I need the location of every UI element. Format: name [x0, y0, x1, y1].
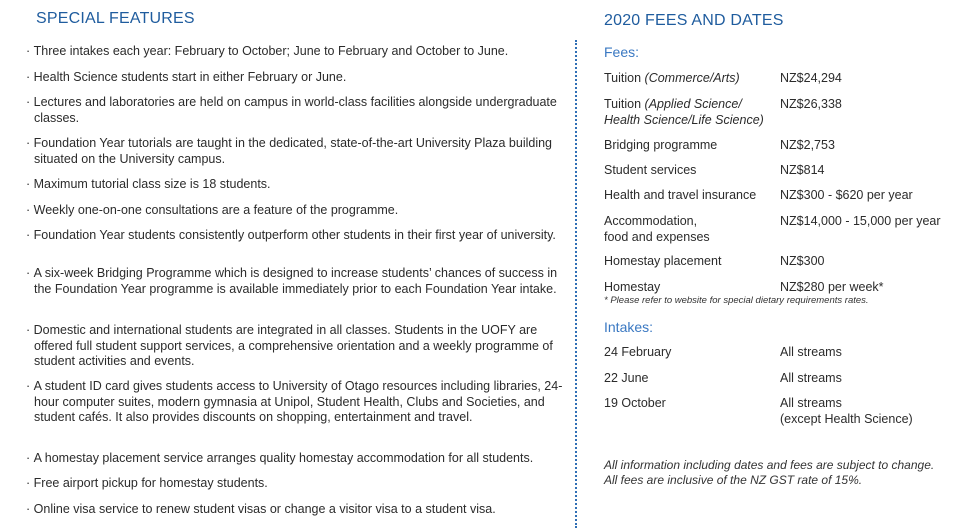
fee-value: NZ$300: [780, 254, 825, 268]
feature-item: · Maximum tutorial class size is 18 students.: [26, 177, 564, 193]
fees-heading: 2020 FEES AND DATES: [604, 12, 784, 29]
fee-value: NZ$26,338: [780, 97, 842, 111]
intake-date: 24 February: [604, 345, 672, 359]
special-features-heading: SPECIAL FEATURES: [36, 10, 195, 27]
fee-label: Homestay: [604, 280, 661, 294]
intake-streams: All streams (except Health Science): [780, 396, 913, 426]
homestay-footnote: * Please refer to website for special dietary requirements rates.: [604, 295, 869, 306]
fee-label: Tuition (Applied Science/ Health Science/Life Science): [604, 97, 764, 127]
fee-value: NZ$24,294: [780, 71, 842, 85]
feature-item: · Foundation Year tutorials are taught in the dedicated, state-of-the-art University Plaza building situated on the University campus.: [26, 136, 564, 167]
fee-value: NZ$814: [780, 163, 825, 177]
fee-value: NZ$300 - $620 per year: [780, 188, 913, 202]
feature-item: · Domestic and international students are integrated in all classes. Students in the UOFY are offered full student support services, a comprehensive orientation and a weekly programme of student activities and events.: [26, 323, 564, 370]
intake-date: 22 June: [604, 371, 649, 385]
intake-streams: All streams: [780, 345, 842, 359]
feature-item: · Weekly one-on-one consultations are a feature of the programme.: [26, 203, 564, 219]
feature-item: · Foundation Year students consistently outperform other students in their first year of university.: [26, 228, 564, 244]
feature-item: · Lectures and laboratories are held on campus in world-class facilities alongside undergraduate classes.: [26, 95, 564, 126]
fee-label: Health and travel insurance: [604, 188, 757, 202]
intake-streams: All streams: [780, 371, 842, 385]
feature-item: · A six-week Bridging Programme which is designed to increase students’ chances of success in the Foundation Year programme is available immediately prior to each Foundation Year intake.: [26, 266, 564, 297]
fee-value: NZ$2,753: [780, 138, 835, 152]
fee-label: Tuition (Commerce/Arts): [604, 71, 740, 85]
intakes-subheading: Intakes:: [604, 319, 654, 335]
feature-item: · Health Science students start in either February or June.: [26, 70, 564, 86]
feature-item: · Online visa service to renew student visas or change a visitor visa to a student visa.: [26, 502, 564, 518]
fees-subheading: Fees:: [604, 44, 640, 60]
column-divider: [575, 40, 577, 528]
fee-label: Bridging programme: [604, 138, 718, 152]
feature-item: · Three intakes each year: February to October; June to February and October to June.: [26, 44, 564, 60]
fees-disclaimer: All information including dates and fees are subject to change. All fees are inclusive of the NZ GST rate of 15%.: [604, 458, 935, 487]
fee-value: NZ$14,000 - 15,000 per year: [780, 214, 941, 228]
fee-label: Homestay placement: [604, 254, 722, 268]
fee-label: Accommodation, food and expenses: [604, 214, 710, 244]
fee-label: Student services: [604, 163, 697, 177]
feature-item: · A student ID card gives students access to University of Otago resources including libraries, 24-hour computer suites, modern gymnasia at Unipol, Student Health, Clubs and Societies, and student cafés. It also provides discounts on shopping, entertainment and travel.: [26, 379, 564, 426]
intake-date: 19 October: [604, 396, 666, 410]
fee-value: NZ$280 per week*: [780, 280, 884, 294]
feature-item: · A homestay placement service arranges quality homestay accommodation for all students.: [26, 451, 564, 467]
feature-item: · Free airport pickup for homestay students.: [26, 476, 564, 492]
